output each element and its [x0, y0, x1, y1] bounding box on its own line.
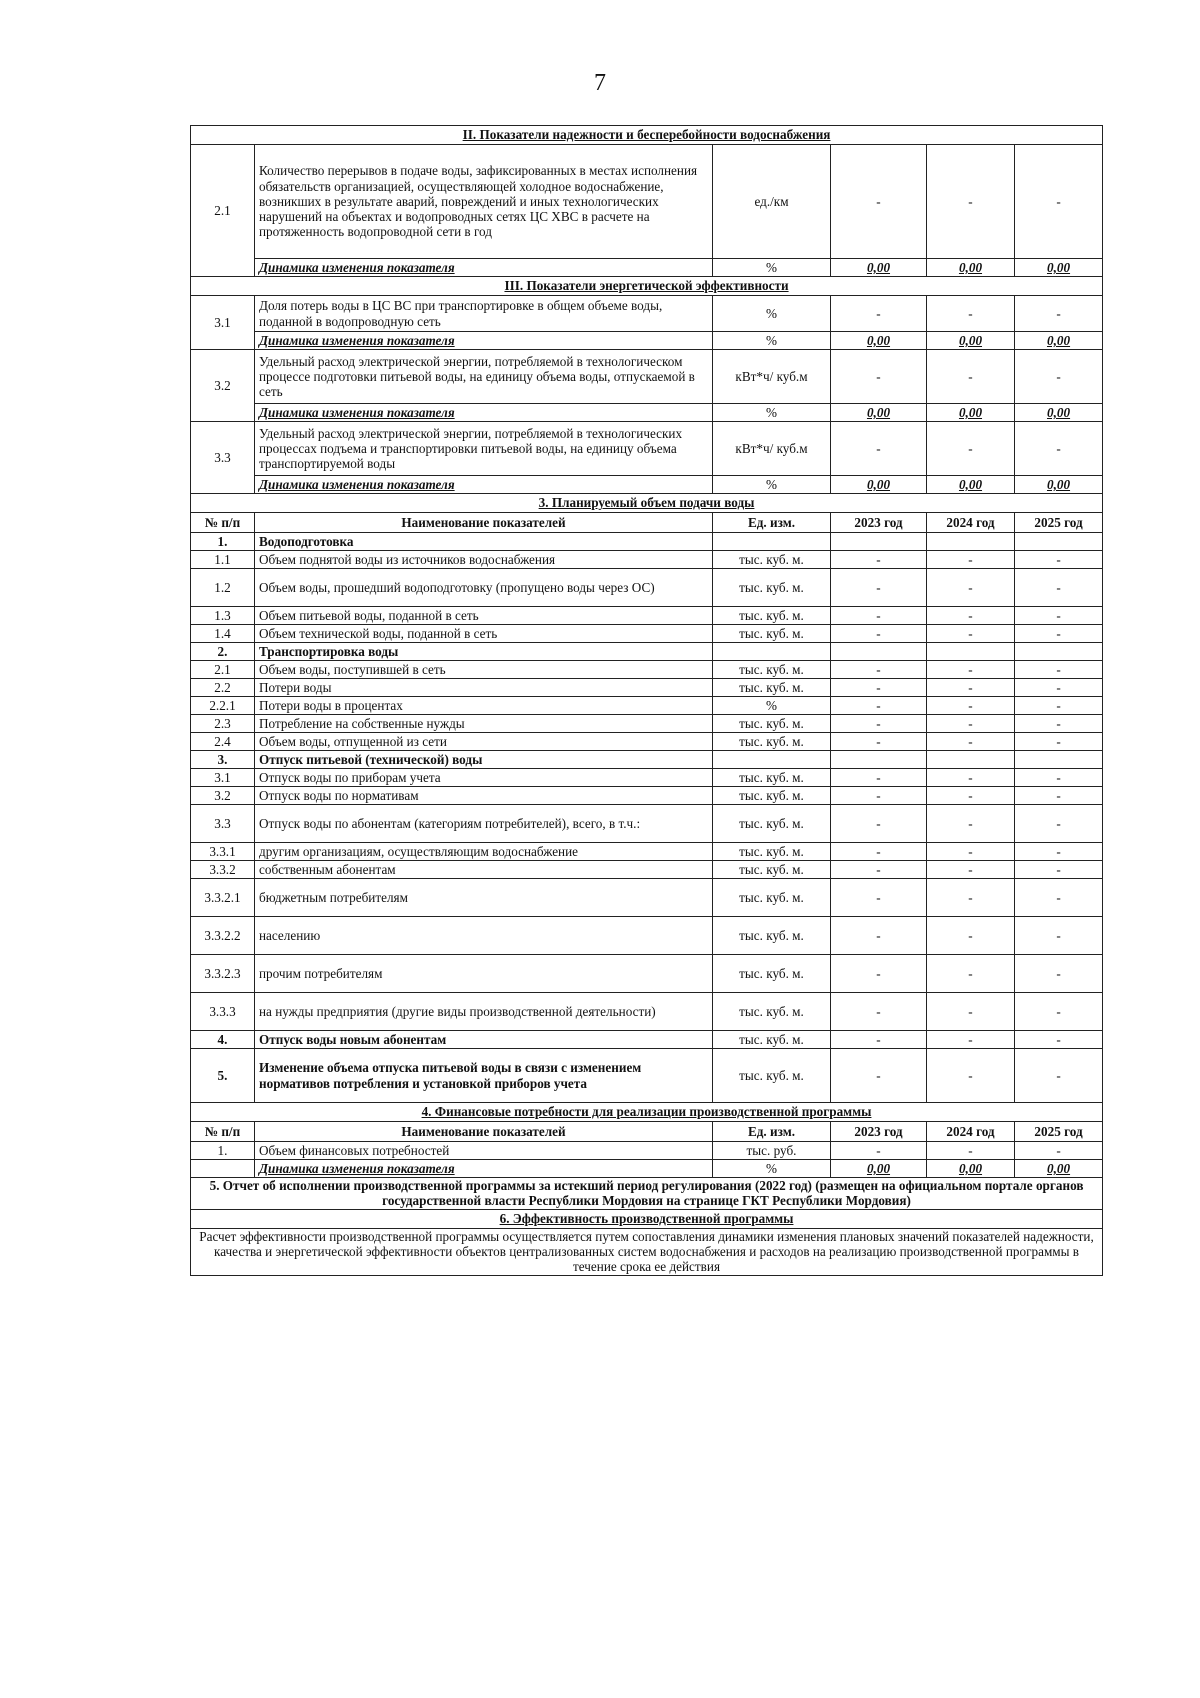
- indicator-name: другим организациям, осуществляющим водоснабжение: [255, 843, 713, 861]
- value-2025: -: [1015, 569, 1103, 607]
- value-2023: -: [831, 569, 927, 607]
- section-energy: [191, 277, 1103, 296]
- unit-cell: тыс. куб. м.: [713, 1049, 831, 1103]
- unit-cell: %: [713, 332, 831, 350]
- value-2024: -: [927, 1031, 1015, 1049]
- indicator-name: Потери воды в процентах: [255, 697, 713, 715]
- column-header-2025: 2025 год: [1015, 1122, 1103, 1142]
- unit-cell: тыс. куб. м.: [713, 993, 831, 1031]
- value-2023: -: [831, 697, 927, 715]
- table-row: [191, 697, 1103, 715]
- value-2023: -: [831, 145, 927, 259]
- value-2023: -: [831, 993, 927, 1031]
- section-energy-title: III. Показатели энергетической эффективности: [191, 277, 1103, 296]
- dynamics-label: Динамика изменения показателя: [255, 332, 713, 350]
- unit-cell: кВт*ч/ куб.м: [713, 350, 831, 404]
- dynamics-row: [191, 476, 1103, 494]
- value-2023: -: [831, 1049, 927, 1103]
- value-2023: -: [831, 350, 927, 404]
- value-2024: -: [927, 697, 1015, 715]
- value-2024: -: [927, 679, 1015, 697]
- dynamics-2023: 0,00: [831, 1160, 927, 1178]
- dynamics-label: Динамика изменения показателя: [255, 476, 713, 494]
- value-2025: -: [1015, 879, 1103, 917]
- section-reliability-title: II. Показатели надежности и бесперебойности водоснабжения: [191, 126, 1103, 145]
- value-2024: -: [927, 843, 1015, 861]
- indicator-name: Отпуск воды по абонентам (категориям потребителей), всего, в т.ч.:: [255, 805, 713, 843]
- value-2024: -: [927, 569, 1015, 607]
- unit-cell: %: [713, 404, 831, 422]
- row-number: 1.4: [191, 625, 255, 643]
- indicator-name: бюджетным потребителям: [255, 879, 713, 917]
- section-reliability: [191, 126, 1103, 145]
- value-2023: -: [831, 805, 927, 843]
- value-2024: -: [927, 607, 1015, 625]
- value-2025: [1015, 533, 1103, 551]
- dynamics-2025: 0,00: [1015, 404, 1103, 422]
- unit-cell: %: [713, 476, 831, 494]
- value-2024: -: [927, 661, 1015, 679]
- column-header-unit: Ед. изм.: [713, 1122, 831, 1142]
- value-2023: -: [831, 607, 927, 625]
- indicator-name: собственным абонентам: [255, 861, 713, 879]
- table-row: [191, 917, 1103, 955]
- indicator-name: Отпуск воды по нормативам: [255, 787, 713, 805]
- table-row: [191, 551, 1103, 569]
- row-number: 1.: [191, 1142, 255, 1160]
- value-2025: -: [1015, 625, 1103, 643]
- value-2023: -: [831, 679, 927, 697]
- row-number: 3.3.1: [191, 843, 255, 861]
- indicator-name: Водоподготовка: [255, 533, 713, 551]
- table-row: [191, 843, 1103, 861]
- column-header-unit: Ед. изм.: [713, 513, 831, 533]
- value-2025: -: [1015, 350, 1103, 404]
- value-2024: -: [927, 733, 1015, 751]
- table-row: [191, 569, 1103, 607]
- table-row: [191, 787, 1103, 805]
- unit-cell: тыс. куб. м.: [713, 955, 831, 993]
- row-number: 3.3.2.1: [191, 879, 255, 917]
- column-header-name: Наименование показателей: [255, 1122, 713, 1142]
- unit-cell: [713, 751, 831, 769]
- value-2024: -: [927, 769, 1015, 787]
- table-row: [191, 350, 1103, 404]
- dynamics-2025: 0,00: [1015, 1160, 1103, 1178]
- indicator-name: прочим потребителям: [255, 955, 713, 993]
- unit-cell: %: [713, 697, 831, 715]
- indicator-name: населению: [255, 917, 713, 955]
- column-header-num: № п/п: [191, 513, 255, 533]
- unit-cell: тыс. куб. м.: [713, 607, 831, 625]
- dynamics-2024: 0,00: [927, 332, 1015, 350]
- row-number: 3.3.3: [191, 993, 255, 1031]
- table-row: [191, 422, 1103, 476]
- dynamics-2025: 0,00: [1015, 476, 1103, 494]
- row-number: 3.3.2.2: [191, 917, 255, 955]
- indicator-name: Изменение объема отпуска питьевой воды в связи с изменением нормативов потребления и установкой приборов учета: [255, 1049, 713, 1103]
- table-row: [191, 861, 1103, 879]
- value-2024: -: [927, 715, 1015, 733]
- table-row: [191, 145, 1103, 259]
- dynamics-2023: 0,00: [831, 476, 927, 494]
- row-number: 2.1: [191, 145, 255, 277]
- unit-cell: тыс. руб.: [713, 1142, 831, 1160]
- indicator-name: Объем воды, поступившей в сеть: [255, 661, 713, 679]
- value-2023: -: [831, 955, 927, 993]
- table-row: [191, 661, 1103, 679]
- column-header-name: Наименование показателей: [255, 513, 713, 533]
- dynamics-row: [191, 332, 1103, 350]
- value-2025: -: [1015, 861, 1103, 879]
- value-2023: [831, 751, 927, 769]
- indicator-name: Отпуск питьевой (технической) воды: [255, 751, 713, 769]
- value-2023: -: [831, 715, 927, 733]
- value-2025: -: [1015, 993, 1103, 1031]
- value-2024: -: [927, 787, 1015, 805]
- dynamics-row: [191, 1160, 1103, 1178]
- unit-cell: тыс. куб. м.: [713, 879, 831, 917]
- value-2025: -: [1015, 805, 1103, 843]
- value-2023: -: [831, 1142, 927, 1160]
- table-row: [191, 296, 1103, 332]
- unit-cell: тыс. куб. м.: [713, 733, 831, 751]
- value-2024: -: [927, 955, 1015, 993]
- value-2023: -: [831, 422, 927, 476]
- value-2023: -: [831, 769, 927, 787]
- value-2023: -: [831, 661, 927, 679]
- column-header-num: № п/п: [191, 1122, 255, 1142]
- value-2025: -: [1015, 715, 1103, 733]
- unit-cell: [713, 643, 831, 661]
- page-number: 7: [594, 70, 606, 96]
- table-row: [191, 1142, 1103, 1160]
- value-2024: -: [927, 1142, 1015, 1160]
- table-row: [191, 625, 1103, 643]
- table-row: [191, 643, 1103, 661]
- dynamics-label: Динамика изменения показателя: [255, 1160, 713, 1178]
- row-number: 1.2: [191, 569, 255, 607]
- row-number: 3.3.2: [191, 861, 255, 879]
- indicator-name: Объем воды, отпущенной из сети: [255, 733, 713, 751]
- table-row: [191, 733, 1103, 751]
- unit-cell: тыс. куб. м.: [713, 769, 831, 787]
- unit-cell: ед./км: [713, 145, 831, 259]
- table-row: [191, 879, 1103, 917]
- value-2024: -: [927, 861, 1015, 879]
- column-header-2024: 2024 год: [927, 513, 1015, 533]
- indicator-name: Объем поднятой воды из источников водоснабжения: [255, 551, 713, 569]
- value-2025: -: [1015, 1142, 1103, 1160]
- efficiency-text-row: [191, 1228, 1103, 1275]
- indicator-name: Объем технической воды, поданной в сеть: [255, 625, 713, 643]
- value-2025: -: [1015, 733, 1103, 751]
- dynamics-2024: 0,00: [927, 1160, 1015, 1178]
- table-row: [191, 805, 1103, 843]
- table-row: [191, 679, 1103, 697]
- row-number: 5.: [191, 1049, 255, 1103]
- value-2023: -: [831, 861, 927, 879]
- dynamics-2023: 0,00: [831, 404, 927, 422]
- value-2023: -: [831, 296, 927, 332]
- value-2025: -: [1015, 843, 1103, 861]
- indicator-name: Транспортировка воды: [255, 643, 713, 661]
- dynamics-2023: 0,00: [831, 259, 927, 277]
- value-2024: [927, 533, 1015, 551]
- finance-header-row: [191, 1122, 1103, 1142]
- value-2025: -: [1015, 1049, 1103, 1103]
- unit-cell: кВт*ч/ куб.м: [713, 422, 831, 476]
- value-2024: -: [927, 1049, 1015, 1103]
- column-header-2024: 2024 год: [927, 1122, 1015, 1142]
- row-number: 3.: [191, 751, 255, 769]
- value-2025: -: [1015, 1031, 1103, 1049]
- indicator-name: Объем финансовых потребностей: [255, 1142, 713, 1160]
- column-header-2023: 2023 год: [831, 1122, 927, 1142]
- table-row: [191, 1031, 1103, 1049]
- table-row: [191, 955, 1103, 993]
- value-2024: -: [927, 145, 1015, 259]
- value-2025: [1015, 751, 1103, 769]
- dynamics-2025: 0,00: [1015, 259, 1103, 277]
- unit-cell: [713, 533, 831, 551]
- dynamics-label: Динамика изменения показателя: [255, 259, 713, 277]
- unit-cell: %: [713, 259, 831, 277]
- table-row: [191, 1049, 1103, 1103]
- dynamics-row: [191, 259, 1103, 277]
- indicator-name: Удельный расход электрической энергии, потребляемой в технологических процессах подъема и транспортировки питьевой воды, на единицу объема транспортируемой воды: [255, 422, 713, 476]
- column-header-2025: 2025 год: [1015, 513, 1103, 533]
- row-number: 3.1: [191, 769, 255, 787]
- section-efficiency-title: 6. Эффективность производственной программы: [191, 1209, 1103, 1228]
- table-row: [191, 607, 1103, 625]
- value-2025: -: [1015, 296, 1103, 332]
- table-row: [191, 993, 1103, 1031]
- row-number: 4.: [191, 1031, 255, 1049]
- value-2025: -: [1015, 661, 1103, 679]
- table-body: [191, 126, 1103, 1276]
- section-report: [191, 1178, 1103, 1210]
- row-number: 3.2: [191, 787, 255, 805]
- table-row: [191, 751, 1103, 769]
- row-number: [191, 1160, 255, 1178]
- value-2023: -: [831, 917, 927, 955]
- table-row: [191, 769, 1103, 787]
- row-number: 3.1: [191, 296, 255, 350]
- value-2024: -: [927, 296, 1015, 332]
- dynamics-row: [191, 404, 1103, 422]
- value-2025: -: [1015, 917, 1103, 955]
- value-2023: [831, 533, 927, 551]
- unit-cell: тыс. куб. м.: [713, 715, 831, 733]
- production-program-table: [190, 125, 1103, 1276]
- dynamics-label: Динамика изменения показателя: [255, 404, 713, 422]
- value-2023: -: [831, 733, 927, 751]
- indicator-name: Доля потерь воды в ЦС ВС при транспортировке в общем объеме воды, поданной в водопроводную сеть: [255, 296, 713, 332]
- row-number: 2.4: [191, 733, 255, 751]
- value-2024: -: [927, 350, 1015, 404]
- row-number: 2.2: [191, 679, 255, 697]
- indicator-name: Потребление на собственные нужды: [255, 715, 713, 733]
- column-header-2023: 2023 год: [831, 513, 927, 533]
- unit-cell: тыс. куб. м.: [713, 679, 831, 697]
- efficiency-description: Расчет эффективности производственной программы осуществляется путем сопоставления динамики изменения плановых значений показателей надежности, качества и энергетической эффективности объектов централизованных систем водоснабжения и расходов на реализацию производственной программы в течение срока ее действия: [191, 1228, 1103, 1275]
- indicator-name: Удельный расход электрической энергии, потребляемой в технологическом процессе подготовки питьевой воды, на единицу объема воды, отпускаемой в сеть: [255, 350, 713, 404]
- row-number: 3.3: [191, 805, 255, 843]
- volume-header-row: [191, 513, 1103, 533]
- value-2025: -: [1015, 697, 1103, 715]
- value-2024: [927, 751, 1015, 769]
- dynamics-2024: 0,00: [927, 476, 1015, 494]
- row-number: 2.3: [191, 715, 255, 733]
- value-2023: -: [831, 879, 927, 917]
- row-number: 3.3: [191, 422, 255, 494]
- dynamics-2024: 0,00: [927, 404, 1015, 422]
- indicator-name: на нужды предприятия (другие виды производственной деятельности): [255, 993, 713, 1031]
- unit-cell: %: [713, 296, 831, 332]
- indicator-name: Отпуск воды новым абонентам: [255, 1031, 713, 1049]
- indicator-name: Количество перерывов в подаче воды, зафиксированных в местах исполнения обязательств организацией, осуществляющей холодное водоснабжение, возникших в результате аварий, повреждений и иных технологических нарушений на объектах и водопроводных сетях ЦС ХВС в расчете на протяженность водопроводной сети в год: [255, 145, 713, 259]
- unit-cell: тыс. куб. м.: [713, 787, 831, 805]
- value-2025: -: [1015, 551, 1103, 569]
- dynamics-2023: 0,00: [831, 332, 927, 350]
- unit-cell: тыс. куб. м.: [713, 917, 831, 955]
- section-report-title: 5. Отчет об исполнении производственной программы за истекший период регулирования (2022 год) (размещен на официальном портале органов государственной власти Республики Мордовия на странице ГКТ Республики Мордовия): [191, 1178, 1103, 1210]
- value-2025: -: [1015, 955, 1103, 993]
- row-number: 2.1: [191, 661, 255, 679]
- row-number: 1.1: [191, 551, 255, 569]
- value-2023: [831, 643, 927, 661]
- value-2024: -: [927, 422, 1015, 476]
- unit-cell: тыс. куб. м.: [713, 861, 831, 879]
- value-2025: -: [1015, 145, 1103, 259]
- value-2024: -: [927, 625, 1015, 643]
- unit-cell: тыс. куб. м.: [713, 1031, 831, 1049]
- section-finance: [191, 1103, 1103, 1122]
- value-2025: -: [1015, 422, 1103, 476]
- value-2023: -: [831, 787, 927, 805]
- unit-cell: тыс. куб. м.: [713, 569, 831, 607]
- unit-cell: тыс. куб. м.: [713, 551, 831, 569]
- value-2024: -: [927, 993, 1015, 1031]
- dynamics-2024: 0,00: [927, 259, 1015, 277]
- indicator-name: Объем питьевой воды, поданной в сеть: [255, 607, 713, 625]
- row-number: 2.2.1: [191, 697, 255, 715]
- value-2024: -: [927, 917, 1015, 955]
- row-number: 2.: [191, 643, 255, 661]
- row-number: 3.2: [191, 350, 255, 422]
- section-efficiency: [191, 1209, 1103, 1228]
- unit-cell: %: [713, 1160, 831, 1178]
- value-2024: [927, 643, 1015, 661]
- unit-cell: тыс. куб. м.: [713, 805, 831, 843]
- indicator-name: Потери воды: [255, 679, 713, 697]
- value-2023: -: [831, 551, 927, 569]
- value-2024: -: [927, 551, 1015, 569]
- section-volume-title: 3. Планируемый объем подачи воды: [191, 494, 1103, 513]
- table-row: [191, 715, 1103, 733]
- unit-cell: тыс. куб. м.: [713, 625, 831, 643]
- value-2024: -: [927, 805, 1015, 843]
- value-2025: -: [1015, 769, 1103, 787]
- value-2025: -: [1015, 607, 1103, 625]
- dynamics-2025: 0,00: [1015, 332, 1103, 350]
- row-number: 3.3.2.3: [191, 955, 255, 993]
- table-row: [191, 533, 1103, 551]
- value-2025: [1015, 643, 1103, 661]
- value-2023: -: [831, 843, 927, 861]
- indicator-name: Объем воды, прошедший водоподготовку (пропущено воды через ОС): [255, 569, 713, 607]
- value-2023: -: [831, 625, 927, 643]
- section-finance-title: 4. Финансовые потребности для реализации производственной программы: [191, 1103, 1103, 1122]
- value-2024: -: [927, 879, 1015, 917]
- row-number: 1.: [191, 533, 255, 551]
- value-2025: -: [1015, 679, 1103, 697]
- section-volume: [191, 494, 1103, 513]
- value-2023: -: [831, 1031, 927, 1049]
- indicator-name: Отпуск воды по приборам учета: [255, 769, 713, 787]
- unit-cell: тыс. куб. м.: [713, 661, 831, 679]
- unit-cell: тыс. куб. м.: [713, 843, 831, 861]
- row-number: 1.3: [191, 607, 255, 625]
- value-2025: -: [1015, 787, 1103, 805]
